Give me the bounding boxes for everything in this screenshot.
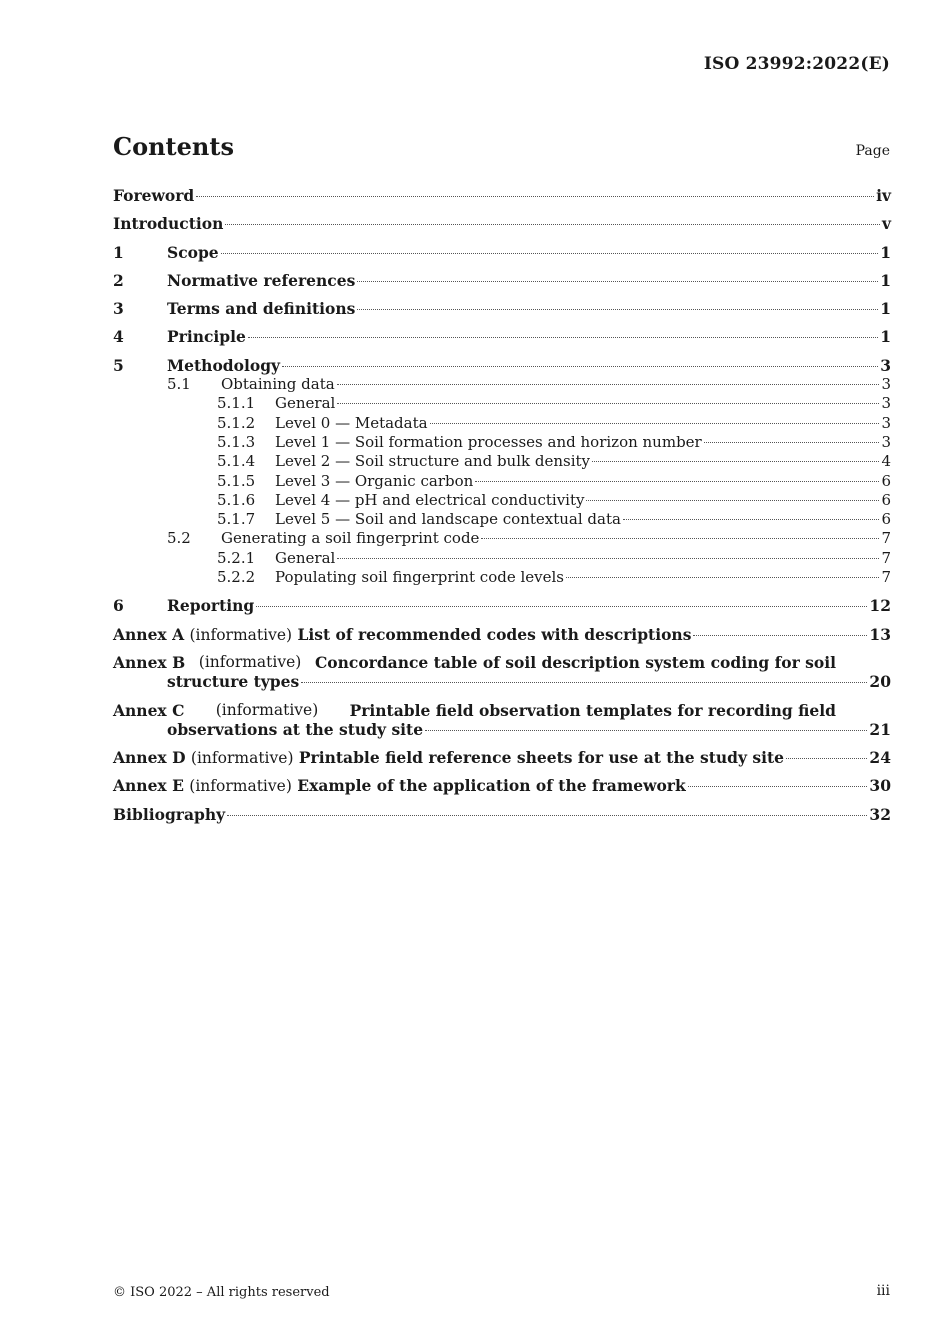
toc-entry-scope[interactable] [113, 243, 891, 262]
toc-title: Populating soil fingerprint code levels [275, 568, 565, 587]
toc-leader [586, 500, 879, 501]
toc-page: 21 [869, 719, 891, 739]
toc-number: 5.1.1 [217, 394, 256, 413]
annex-type: (informative) [215, 700, 319, 719]
copyright-notice: © ISO 2022 – All rights reserved [113, 1285, 330, 1300]
toc-entry-annex-b[interactable] [113, 653, 891, 692]
toc-entry-5-2-2[interactable] [113, 568, 891, 587]
toc-page: 4 [881, 452, 891, 471]
toc-title: Principle [167, 327, 246, 347]
annex-type: (informative) [190, 749, 294, 768]
toc-number: 1 [113, 242, 124, 262]
toc-page: 7 [881, 568, 891, 587]
toc-page: 13 [869, 624, 891, 644]
toc-leader [481, 538, 879, 539]
annex-title-line-1: Printable field observation templates for recording field [349, 700, 836, 720]
toc-entry-reporting[interactable] [113, 596, 891, 615]
toc-title: Level 5 — Soil and landscape contextual data [275, 510, 621, 529]
toc-number: 4 [113, 327, 124, 347]
toc-page: 3 [881, 413, 891, 432]
toc-entry-5-1-2[interactable] [113, 414, 891, 433]
toc-page: 3 [880, 355, 891, 375]
toc-page: 7 [881, 529, 891, 548]
toc-title: Level 2 — Soil structure and bulk density [275, 452, 590, 471]
toc-leader [693, 635, 867, 636]
annex-label: Annex C [113, 700, 185, 720]
toc-leader [425, 730, 867, 731]
toc-title: Introduction [113, 214, 224, 234]
toc-page: 32 [869, 804, 891, 824]
toc-leader [566, 577, 879, 578]
toc-page: 20 [869, 672, 891, 692]
toc-entry-annex-a[interactable] [113, 625, 891, 644]
toc-leader [704, 442, 880, 443]
annex-type: (informative) [198, 652, 302, 671]
table-of-contents [113, 186, 891, 824]
toc-number: 5.1.2 [217, 413, 256, 432]
toc-number: 5.1.6 [217, 490, 256, 509]
toc-leader [227, 815, 867, 816]
toc-title: Level 4 — pH and electrical conductivity [275, 490, 585, 509]
toc-title: Level 0 — Metadata [275, 413, 428, 432]
toc-title [113, 776, 686, 795]
toc-title [113, 625, 691, 644]
toc-page: 6 [881, 510, 891, 529]
toc-entry-5-1[interactable] [113, 375, 891, 394]
toc-number: 5.1.7 [217, 510, 256, 529]
toc-title: Bibliography [113, 804, 226, 824]
toc-leader [475, 481, 879, 482]
toc-leader [337, 558, 879, 559]
toc-number: 5.1.3 [217, 432, 256, 451]
toc-page: 1 [880, 327, 891, 347]
toc-entry-5-1-5[interactable] [113, 472, 891, 491]
annex-label: Annex A [113, 624, 185, 644]
toc-entry-normative-references[interactable] [113, 271, 891, 290]
annex-type: (informative) [189, 777, 292, 796]
toc-title: Terms and definitions [167, 299, 356, 319]
toc-title: Level 1 — Soil formation processes and horizon number [275, 432, 702, 451]
toc-title: Scope [167, 242, 219, 262]
toc-title: Generating a soil fingerprint code [221, 529, 480, 548]
toc-leader [337, 403, 879, 404]
annex-title: Printable field reference sheets for use at the study site [298, 748, 785, 768]
toc-leader [430, 423, 880, 424]
toc-entry-5-1-6[interactable] [113, 491, 891, 510]
annex-first-line [113, 653, 836, 672]
toc-entry-annex-e[interactable] [113, 776, 891, 795]
toc-page: 12 [869, 596, 891, 616]
annex-first-line [113, 701, 836, 720]
toc-entry-principle[interactable] [113, 327, 891, 346]
toc-number: 5.2.2 [217, 568, 256, 587]
toc-title: General [275, 394, 336, 413]
toc-leader [225, 224, 880, 225]
annex-title: List of recommended codes with descriptions [297, 624, 692, 644]
toc-page: 3 [881, 394, 891, 413]
toc-entry-5-1-1[interactable] [113, 394, 891, 413]
toc-entry-5-1-3[interactable] [113, 433, 891, 452]
annex-title-line-2: structure types [167, 672, 300, 692]
toc-leader [786, 758, 867, 759]
toc-page: 7 [881, 548, 891, 567]
toc-page: 3 [881, 375, 891, 394]
annex-title-line-2: observations at the study site [167, 719, 424, 739]
toc-title: Foreword [113, 186, 195, 205]
toc-entry-bibliography[interactable] [113, 805, 891, 824]
toc-number: 5.1 [167, 375, 191, 394]
toc-leader [301, 682, 867, 683]
page-column-label: Page [855, 143, 890, 159]
toc-entry-5-2-1[interactable] [113, 549, 891, 568]
toc-page: 24 [869, 748, 891, 768]
toc-entry-foreword[interactable] [113, 186, 891, 205]
toc-leader [282, 366, 878, 367]
toc-page: 1 [880, 299, 891, 319]
toc-entry-5-2[interactable] [113, 529, 891, 548]
annex-title-line-1: Concordance table of soil description system coding for soil [314, 652, 836, 672]
toc-number: 5.2.1 [217, 548, 256, 567]
toc-leader [357, 281, 878, 282]
toc-entry-annex-d[interactable] [113, 748, 891, 767]
toc-page: 3 [881, 432, 891, 451]
toc-page: v [881, 214, 891, 234]
toc-page: 1 [880, 270, 891, 290]
annex-second-line [113, 720, 891, 739]
toc-entry-introduction[interactable] [113, 214, 891, 233]
toc-number: 5 [113, 355, 124, 375]
toc-number: 6 [113, 596, 124, 616]
annex-title: Example of the application of the framework [297, 776, 686, 796]
toc-title: Level 3 — Organic carbon [275, 471, 474, 490]
toc-leader [592, 461, 879, 462]
toc-page: 6 [881, 490, 891, 509]
toc-page: 1 [880, 242, 891, 262]
toc-page: 30 [869, 776, 891, 796]
toc-leader [256, 606, 867, 607]
page-number: iii [876, 1283, 890, 1299]
toc-number: 5.1.4 [217, 452, 256, 471]
toc-leader [248, 337, 878, 338]
annex-label: Annex D [113, 748, 186, 768]
document-id: ISO 23992:2022(E) [703, 54, 890, 74]
toc-title [113, 748, 784, 767]
toc-entry-methodology[interactable] [113, 356, 891, 375]
toc-number: 3 [113, 299, 124, 319]
toc-leader [623, 519, 880, 520]
toc-title: Reporting [167, 596, 255, 616]
toc-number: 5.2 [167, 529, 191, 548]
toc-page: iv [876, 186, 891, 205]
toc-leader [337, 384, 880, 385]
toc-title: Methodology [167, 355, 281, 375]
toc-title: Obtaining data [221, 375, 335, 394]
toc-leader [357, 309, 878, 310]
toc-page: 6 [881, 471, 891, 490]
toc-leader [196, 196, 874, 197]
toc-title: Normative references [167, 270, 356, 290]
toc-entry-annex-c[interactable] [113, 701, 891, 740]
contents-heading: Contents [113, 132, 234, 161]
toc-leader [688, 786, 868, 787]
toc-entry-terms-and-definitions[interactable] [113, 299, 891, 318]
toc-number: 5.1.5 [217, 471, 256, 490]
toc-entry-5-1-4[interactable] [113, 452, 891, 471]
toc-entry-5-1-7[interactable] [113, 510, 891, 529]
annex-label: Annex E [113, 776, 184, 796]
annex-second-line [113, 672, 891, 691]
annex-label: Annex B [113, 652, 186, 672]
toc-title: General [275, 548, 336, 567]
toc-number: 2 [113, 270, 124, 290]
toc-leader [221, 253, 879, 254]
annex-type: (informative) [189, 625, 293, 644]
